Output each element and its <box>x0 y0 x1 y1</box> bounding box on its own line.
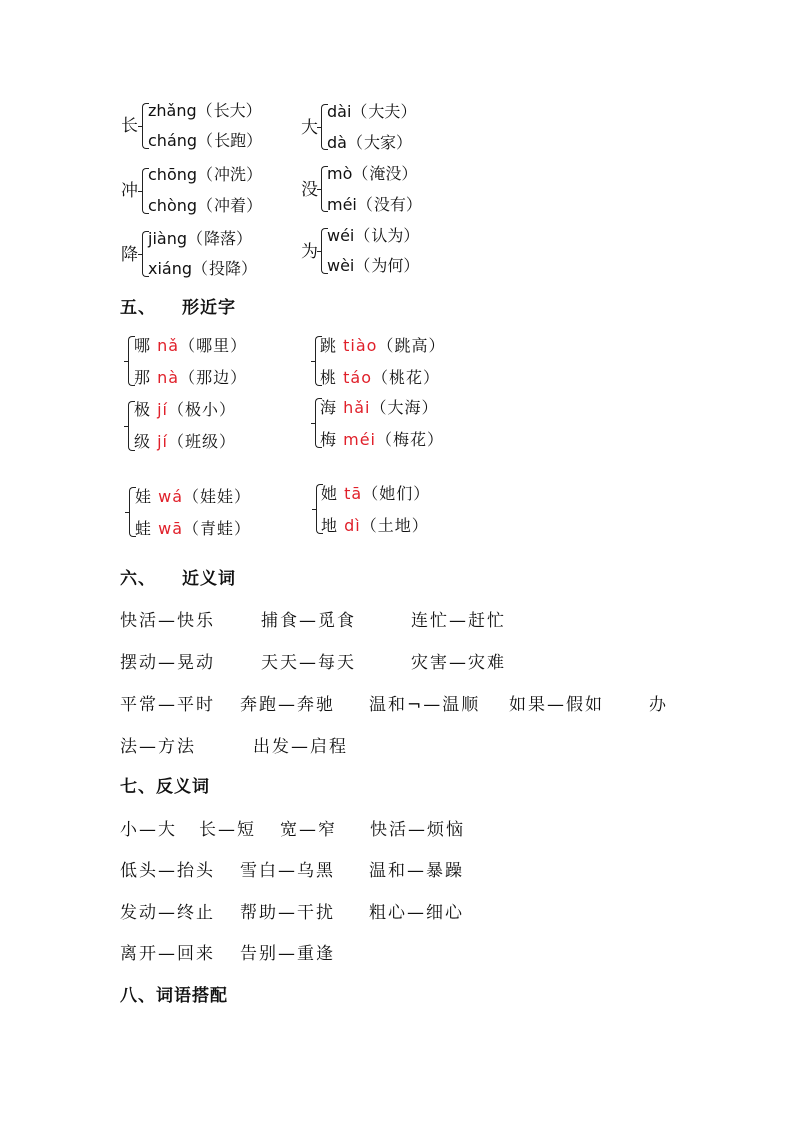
polyphone-reading: dài（大夫） <box>327 102 418 121</box>
word-pair: 雪白—乌黑 <box>240 861 335 881</box>
synonym-row <box>120 732 520 756</box>
word-pair: 低头—抬头 <box>120 861 215 881</box>
word-pair: 小—大 <box>120 820 177 840</box>
polyphone-reading: cháng（长跑） <box>148 131 264 150</box>
word-pair: 长—短 <box>199 820 256 840</box>
polyphone-reading: xiáng（投降） <box>148 259 259 278</box>
word-pair: 摆动—晃动 <box>120 653 215 673</box>
word-pair: 快活—烦恼 <box>370 820 465 840</box>
word-pair: 温和—暴躁 <box>369 861 464 881</box>
word-pair: 快活—快乐 <box>120 611 215 631</box>
polyphone-char: 长 <box>121 116 138 136</box>
polyphone-reading: zhǎng（长大） <box>148 101 263 120</box>
section-heading: 六、 近义词 <box>120 569 236 589</box>
synonym-row <box>120 648 720 672</box>
polyphone-reading: dà（大家） <box>327 133 414 152</box>
word-pair: 宽—窄 <box>280 820 337 840</box>
word-pair: 如果—假如 <box>509 695 604 715</box>
word-pair: 灾害—灾难 <box>411 653 506 673</box>
similar-char-line: 海 hǎi（大海） <box>320 398 439 417</box>
polyphone-reading: méi（没有） <box>327 195 423 214</box>
polyphone-char: 冲 <box>121 181 138 201</box>
similar-char-line: 哪 nǎ（哪里） <box>134 336 248 355</box>
word-pair: 办 <box>649 695 668 715</box>
similar-char-line: 蛙 wā（青蛙） <box>135 519 252 538</box>
polyphone-char: 为 <box>301 242 318 262</box>
similar-char-line: 梅 méi（梅花） <box>320 430 445 449</box>
similar-char-line: 级 jí（班级） <box>134 432 237 451</box>
word-pair: 温和¬—温顺 <box>369 695 481 715</box>
polyphone-char: 没 <box>301 180 318 200</box>
word-pair: 捕食—觅食 <box>261 611 356 631</box>
section-heading: 八、词语搭配 <box>120 986 228 1006</box>
polyphone-reading: wèi（为何） <box>327 256 421 275</box>
polyphone-reading: jiàng（降落） <box>148 229 254 248</box>
polyphone-char: 降 <box>121 245 138 265</box>
antonym-row <box>120 898 680 922</box>
polyphone-char: 大 <box>301 118 318 138</box>
word-pair: 法—方法 <box>120 737 196 757</box>
section-heading: 五、 形近字 <box>120 298 236 318</box>
synonym-row <box>120 606 720 630</box>
similar-char-line: 娃 wá（娃娃） <box>135 487 252 506</box>
word-pair: 告别—重逢 <box>240 944 335 964</box>
similar-char-line: 地 dì（土地） <box>321 516 429 535</box>
word-pair: 出发—启程 <box>253 737 348 757</box>
antonym-row <box>120 939 680 963</box>
word-pair: 发动—终止 <box>120 903 215 923</box>
word-pair: 帮助—干扰 <box>240 903 335 923</box>
similar-char-line: 跳 tiào（跳高） <box>320 336 446 355</box>
polyphone-reading: wéi（认为） <box>327 226 421 245</box>
word-pair: 连忙—赶忙 <box>411 611 506 631</box>
similar-char-line: 她 tā（她们） <box>321 484 431 503</box>
polyphone-reading: mò（淹没） <box>327 164 419 183</box>
word-pair: 粗心—细心 <box>369 903 464 923</box>
polyphone-reading: chōng（冲洗） <box>148 165 264 184</box>
synonym-row <box>120 690 680 714</box>
word-pair: 平常—平时 <box>120 695 215 715</box>
word-pair: 奔跑—奔驰 <box>240 695 335 715</box>
word-pair: 离开—回来 <box>120 944 215 964</box>
word-pair: 天天—每天 <box>261 653 356 673</box>
section-heading: 七、反义词 <box>120 777 210 797</box>
antonym-row <box>120 815 680 839</box>
similar-char-line: 极 jí（极小） <box>134 400 237 419</box>
similar-char-line: 桃 táo（桃花） <box>320 368 441 387</box>
polyphone-reading: chòng（冲着） <box>148 196 264 215</box>
similar-char-line: 那 nà（那边） <box>134 368 248 387</box>
antonym-row <box>120 856 680 880</box>
